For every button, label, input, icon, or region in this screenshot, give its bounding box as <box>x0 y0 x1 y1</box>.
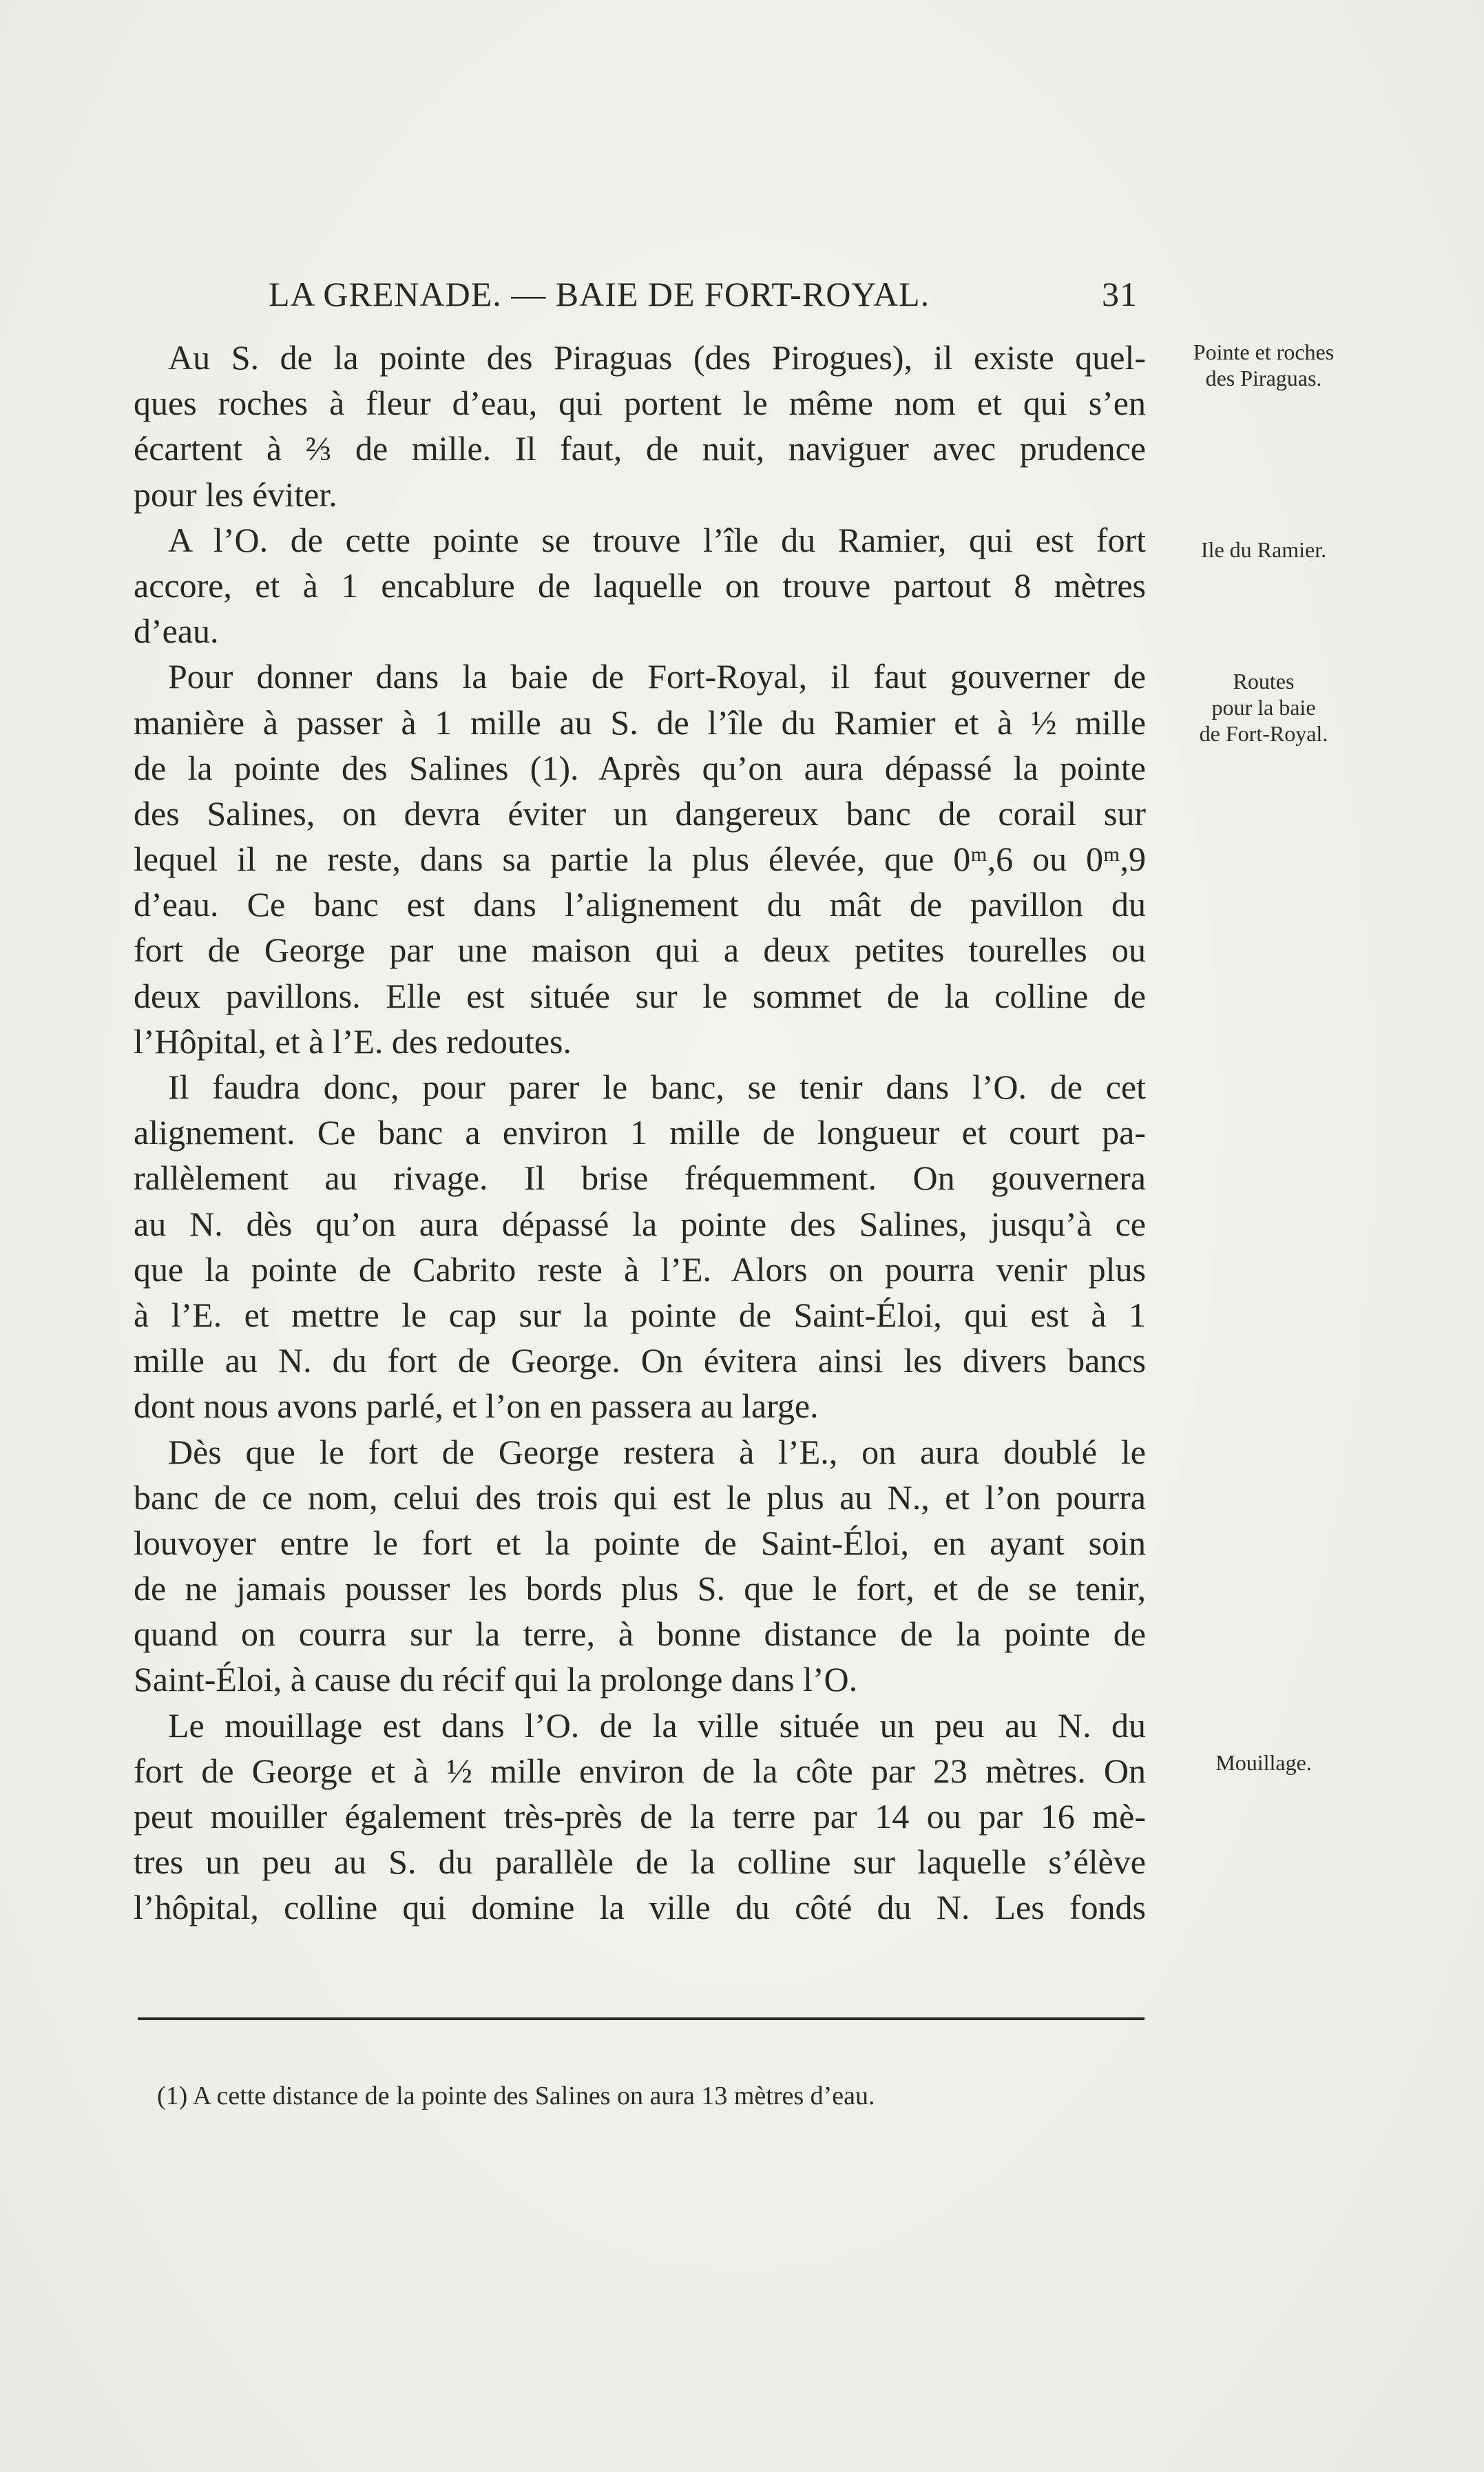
text-line: de ne jamais pousser les bords plus S. que le fort, et de se tenir, <box>134 1569 1146 1608</box>
text-line: alignement. Ce banc a environ 1 mille de longueur et court pa- <box>134 1113 1146 1152</box>
margin-note-line: Routes <box>1233 669 1295 694</box>
text-line: tres un peu au S. du parallèle de la colline sur laquelle s’élève <box>134 1842 1146 1882</box>
text-line: l’Hôpital, et à l’E. des redoutes. <box>134 1021 572 1061</box>
text-line: Au S. de la pointe des Piraguas (des Pirogues), il existe quel- <box>168 338 1146 377</box>
margin-note-line: Pointe et roches <box>1193 340 1335 364</box>
text-line: manière à passer à 1 mille au S. de l’île du Ramier et à ½ mille <box>134 703 1146 742</box>
margin-note-piraguas <box>1164 339 1363 391</box>
text-line: quand on courra sur la terre, à bonne distance de la pointe de <box>134 1614 1146 1654</box>
text-line: l’hôpital, colline qui domine la ville du côté du N. Les fonds <box>134 1888 1146 1927</box>
text-line: écartent à ⅔ de mille. Il faut, de nuit, naviguer avec prudence <box>134 429 1146 468</box>
text-line: d’eau. Ce banc est dans l’alignement du mât de pavillon du <box>134 885 1146 924</box>
text-line: accore, et à 1 encablure de laquelle on trouve partout 8 mètres <box>134 565 1146 605</box>
margin-note-line: Ile du Ramier. <box>1200 537 1327 562</box>
text-line: deux pavillons. Elle est située sur le sommet de la colline de <box>134 976 1146 1015</box>
margin-note-line: de Fort-Royal. <box>1199 721 1328 746</box>
text-line: des Salines, on devra éviter un dangereux banc de corail sur <box>134 793 1146 833</box>
text-line: d’eau. <box>134 612 219 651</box>
text-line: Le mouillage est dans l’O. de la ville située un peu au N. du <box>168 1705 1146 1745</box>
text-line: dont nous avons parlé, et l’on en passera au large. <box>134 1386 819 1426</box>
text-line: Saint-Éloi, à cause du récif qui la prolonge dans l’O. <box>134 1660 858 1699</box>
text-line: banc de ce nom, celui des trois qui est le plus au N., et l’on pourra <box>134 1477 1146 1517</box>
text-line: rallèlement au rivage. Il brise fréquemment. On gouvernera <box>134 1159 1146 1198</box>
text-line: fort de George par une maison qui a deux petites tourelles ou <box>134 931 1146 970</box>
text-line: Pour donner dans la baie de Fort-Royal, il faut gouverner de <box>168 657 1146 696</box>
text-line: pour les éviter. <box>134 475 337 514</box>
page-header <box>269 270 1143 318</box>
margin-note-mouillage <box>1164 1749 1363 1776</box>
text-line: de la pointe des Salines (1). Après qu’on aura dépassé la pointe <box>134 748 1146 787</box>
text-line: Il faudra donc, pour parer le banc, se tenir dans l’O. de cet <box>168 1068 1146 1106</box>
text-line: lequel il ne reste, dans sa partie la plus élevée, que 0ᵐ,6 ou 0ᵐ,9 <box>134 840 1146 879</box>
text-line: que la pointe de Cabrito reste à l’E. Alors on pourra venir plus <box>134 1249 1146 1289</box>
margin-note-line: Mouillage. <box>1215 1750 1312 1775</box>
footnote: (1) A cette distance de la pointe des Salines on aura 13 mètres d’eau. <box>157 2081 875 2110</box>
text-line: fort de George et à ½ mille environ de la côte par 23 mètres. On <box>134 1751 1146 1790</box>
text-line: au N. dès qu’on aura dépassé la pointe des Salines, jusqu’à ce <box>134 1204 1146 1243</box>
text-line: A l’O. de cette pointe se trouve l’île du Ramier, qui est fort <box>168 520 1146 559</box>
text-line: Dès que le fort de George restera à l’E., on aura doublé le <box>168 1432 1146 1471</box>
footnote-divider <box>138 2017 1145 2020</box>
text-line: louvoyer entre le fort et la pointe de Saint-Éloi, en ayant soin <box>134 1523 1146 1562</box>
running-title: LA GRENADE. — BAIE DE FORT-ROYAL. <box>269 275 930 313</box>
margin-note-line: des Piraguas. <box>1205 366 1322 391</box>
text-line: ques roches à fleur d’eau, qui portent le même nom et qui s’en <box>134 384 1146 423</box>
text-line: à l’E. et mettre le cap sur la pointe de Saint-Éloi, qui est à 1 <box>134 1295 1146 1334</box>
margin-note-line: pour la baie <box>1211 695 1316 720</box>
page-number: 31 <box>1102 275 1138 313</box>
text-line: mille au N. du fort de George. On évitera ainsi les divers bancs <box>134 1341 1146 1380</box>
margin-note-routes <box>1164 668 1363 747</box>
margin-note-ramier <box>1164 537 1363 563</box>
main-text <box>134 335 1146 1931</box>
text-line: peut mouiller également très-près de la terre par 14 ou par 16 mè- <box>134 1797 1146 1836</box>
